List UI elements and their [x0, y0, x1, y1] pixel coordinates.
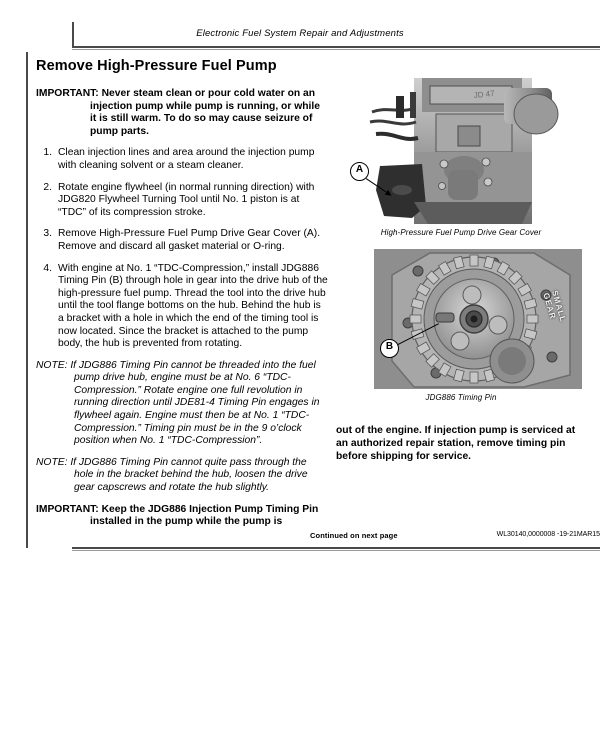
continuation-paragraph: out of the engine. If injection pump is serviced at an authorized repair station, remove timing pin before shipping for service. — [336, 425, 576, 462]
step-1 — [36, 147, 328, 172]
step-1-text: Clean injection lines and area around the injection pump with cleaning solvent or a steam cleaner. — [58, 147, 315, 171]
left-text-column — [36, 58, 328, 538]
engine-photo-illustration — [336, 78, 586, 224]
step-1-number: 1. — [43, 147, 52, 159]
small-gear-label: SMALL GEAR — [541, 289, 568, 324]
page-title: Remove High-Pressure Fuel Pump — [36, 58, 277, 74]
photo-jdg886-timing-pin — [374, 249, 582, 389]
header-rule-thin — [72, 49, 600, 50]
step-2-number: 2. — [43, 181, 52, 193]
step-3 — [36, 228, 328, 253]
footer-rule-thin — [72, 550, 600, 551]
step-3-text: Remove High-Pressure Fuel Pump Drive Gear Cover (A). Remove and discard all gasket material or O-ring. — [58, 228, 321, 252]
callout-b: B — [380, 339, 399, 358]
step-2-text: Rotate engine flywheel (in normal running direction) with JDG820 Flywheel Turning Tool until No. 1 piston is at “TDC” of its compression stroke. — [58, 181, 315, 218]
figure-b — [336, 249, 586, 402]
note-2: NOTE: If JDG886 Timing Pin cannot quite pass through the hole in the bracket behind the hub, loosen the drive gear capscrews and rotate the hub slightly. — [36, 456, 308, 494]
right-figure-column — [336, 78, 586, 472]
footer-rule — [72, 547, 600, 549]
step-2 — [36, 182, 328, 220]
callout-a: A — [350, 162, 369, 181]
body-left-border — [26, 52, 28, 548]
running-head: Electronic Fuel System Repair and Adjustments — [196, 28, 404, 39]
figure-b-caption: JDG886 Timing Pin — [425, 393, 497, 402]
document-id-code: WL30140,0000008 -19-21MAR15 — [496, 531, 600, 538]
figure-a — [336, 78, 586, 237]
step-4 — [36, 263, 328, 351]
photo-fuel-pump-drive-gear-cover — [336, 78, 586, 224]
figure-a-caption: High-Pressure Fuel Pump Drive Gear Cover — [380, 228, 542, 237]
svg-text:JD 47: JD 47 — [473, 88, 496, 100]
step-4-text: With engine at No. 1 “TDC-Compression,” install JDG886 Timing Pin (B) through hole in gear into the drive hub of the high-pressure fuel pump. Thread the tool into the drive hub until the tool flange bottoms on the hub. Behind the hub is a bracket with a hole in which the end of the timing tool is now located. Since the bracket is attached to the pump body, the hub is prevented from rotating. — [58, 262, 328, 350]
important-notice-top: IMPORTANT: Never steam clean or pour cold water on an injection pump while pump is running, or while it is still warm. To do so may cause seizure of pump parts. — [36, 88, 320, 137]
step-3-number: 3. — [43, 228, 52, 240]
header-left-border — [72, 22, 74, 48]
header-rule — [72, 46, 600, 48]
important-notice-bottom: IMPORTANT: Keep the JDG886 Injection Pump Timing Pin installed in the pump while the pump is — [36, 503, 319, 528]
note-1: NOTE: If JDG886 Timing Pin cannot be threaded into the fuel pump drive hub, engine must be at No. 6 “TDC-Compression.” Rotate engine one full revolution in running direction until JDE81-4 Timing Pin engages in flywheel again. Engine must then be at No. 1 “TDC-Compression.” Timing pin must be in the 9 o’clock position when No. 1 “TDC-Compression”. — [36, 359, 320, 447]
step-4-number: 4. — [43, 262, 52, 274]
continued-on-next-page-label: Continued on next page — [310, 531, 398, 540]
